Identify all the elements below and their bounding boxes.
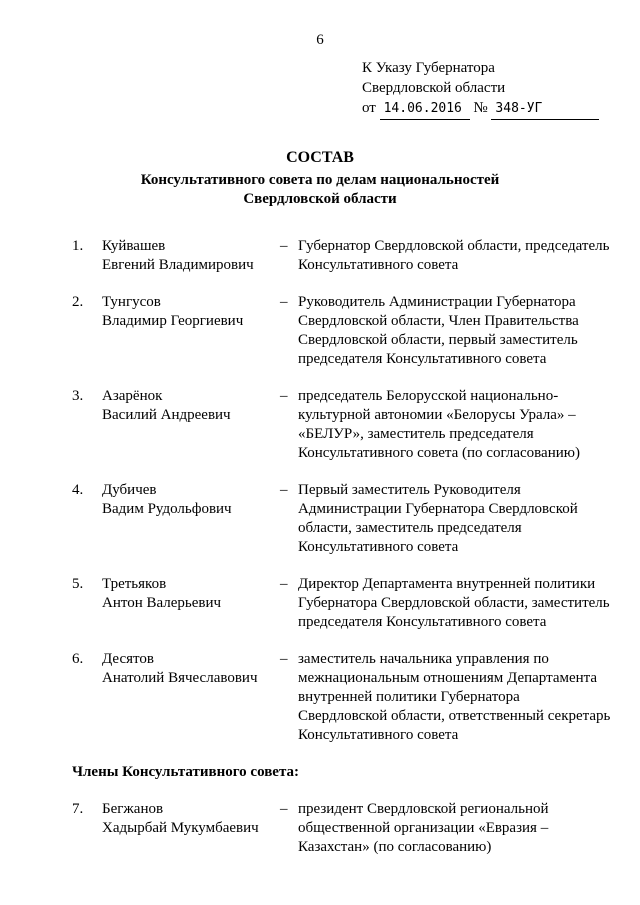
number-sign: № [473,100,488,116]
entry-name [102,293,280,369]
entry-given-names: Евгений Владимирович [102,257,254,273]
members-heading: Члены Консультативного совета: [72,764,300,780]
members-list [72,800,612,857]
entry-number: 7. [72,801,84,817]
entry-given-names: Василий Андреевич [102,407,231,423]
entry-surname: Куйвашев [102,238,166,254]
entry-number: 4. [72,482,84,498]
roster-entry [72,237,612,275]
entry-name [102,237,280,275]
entry-given-names: Антон Валерьевич [102,595,222,611]
entry-surname: Бегжанов [102,801,164,817]
entry-dash: – [280,482,288,498]
entry-dash: – [280,388,288,404]
entry-number: 2. [72,294,84,310]
entry-position: заместитель начальника управления по межнациональным отношениям Департамента внутренней политики Губернатора Свердловской области, ответственный секретарь Консультативного совета [298,651,611,743]
entry-position: председатель Белорусской национально-культурной автономии «Белорусы Урала» – «БЕЛУР», заместитель председателя Консультативного совета (по согласованию) [298,388,580,461]
entry-given-names: Вадим Рудольфович [102,501,232,517]
entry-number: 3. [72,388,84,404]
entry-position: Губернатор Свердловской области, председатель Консультативного совета [298,238,610,273]
roster-entry [72,293,612,369]
entry-dash: – [280,801,288,817]
entry-given-names: Владимир Георгиевич [102,313,244,329]
entry-surname: Третьяков [102,576,167,592]
roster-entry [72,481,612,557]
title-main: СОСТАВ [286,149,354,166]
entry-name [102,481,280,557]
roster-entry [72,387,612,463]
entry-position: Директор Департамента внутренней политики Губернатора Свердловской области, заместитель председателя Консультативного совета [298,576,610,630]
entry-position: Руководитель Администрации Губернатора Свердловской области, Член Правительства Свердловской области, первый заместитель председателя Консультативного совета [298,294,579,367]
page-number: 6 [316,32,324,48]
document-title [0,148,640,209]
entry-name [102,575,280,632]
leadership-list [72,237,612,745]
entry-given-names: Хадырбай Мукумбаевич [102,820,259,836]
title-line-3: Свердловской области [243,191,397,207]
entry-position: Первый заместитель Руководителя Администрации Губернатора Свердловской области, заместитель председателя Консультативного совета [298,482,578,555]
title-line-2: Консультативного совета по делам национальностей [140,172,500,188]
entry-number: 6. [72,651,84,667]
entry-given-names: Анатолий Вячеславович [102,670,258,686]
council-roster [72,237,612,875]
decree-date: 14.06.2016 [380,99,470,120]
roster-entry [72,800,612,857]
decree-line-2: Свердловской области [362,80,506,96]
entry-name [102,650,280,745]
entry-name [102,800,280,857]
entry-dash: – [280,576,288,592]
entry-surname: Азарёнок [102,388,163,404]
entry-dash: – [280,238,288,254]
from-label: от [362,100,376,116]
entry-position: президент Свердловской региональной общественной организации «Евразия – Казахстан» (по согласованию) [298,801,549,855]
entry-number: 1. [72,238,84,254]
entry-dash: – [280,294,288,310]
decree-reference [362,58,599,120]
roster-entry [72,575,612,632]
entry-surname: Дубичев [102,482,157,498]
entry-surname: Десятов [102,651,154,667]
entry-number: 5. [72,576,84,592]
decree-date-line [362,98,599,120]
entry-name [102,387,280,463]
decree-line-1: К Указу Губернатора [362,60,495,76]
roster-entry [72,650,612,745]
decree-number: 348-УГ [491,99,599,120]
entry-dash: – [280,651,288,667]
entry-surname: Тунгусов [102,294,161,310]
